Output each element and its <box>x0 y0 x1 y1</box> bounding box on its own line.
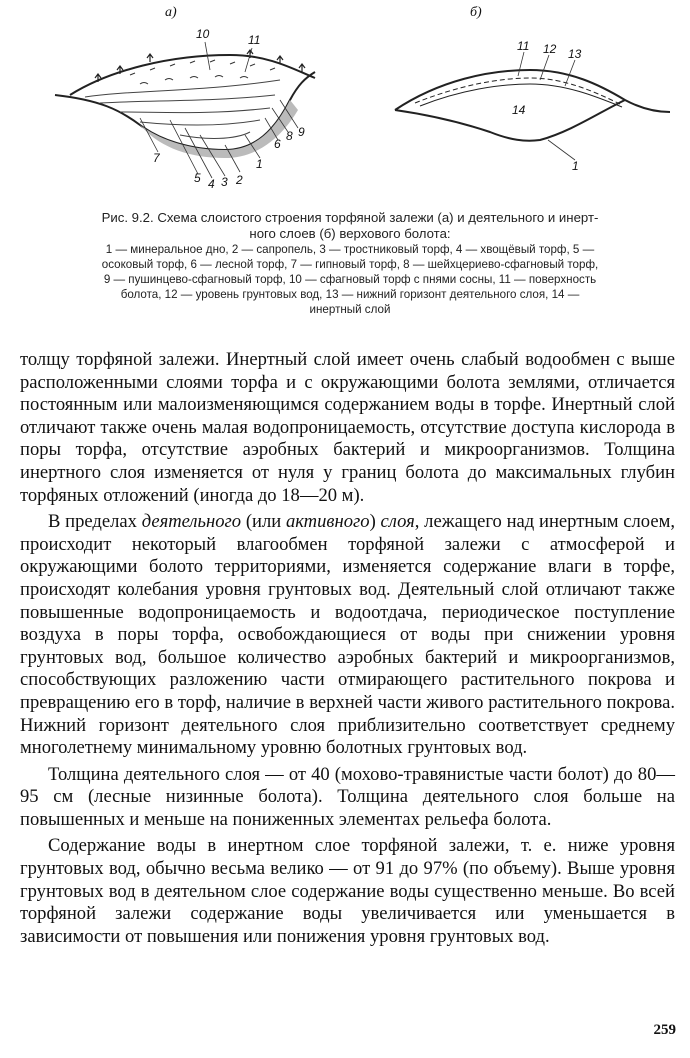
label-b-1: 1 <box>572 159 579 173</box>
caption-legend-line: осоковый торф, 6 — лесной торф, 7 — гипновый торф, 8 — шейхцериево-сфагновый торф, <box>101 258 599 271</box>
paragraph-4: Содержание воды в инертном слое торфяной залежи, т. е. ниже уровня грунтовых вод, обычно весьма велико — от 91 до 97% (по объему). Выше уровня грунтовых вод в деятельном слое содержание воды существенно меньше. Во всей торфяной залежи содержание воды увеличивается или уменьшается в зависимости от повышения или понижения уровня грунтовых вод. <box>20 835 675 947</box>
label-a-8: 8 <box>286 129 293 143</box>
label-b-14: 14 <box>512 103 526 117</box>
label-b-12: 12 <box>543 42 557 56</box>
label-a-4: 4 <box>208 177 215 191</box>
figure-caption <box>30 210 670 317</box>
caption-title-line-2: ного слоев (б) верхового болота: <box>249 226 451 241</box>
term-active: деятельного <box>141 511 242 533</box>
caption-legend-line: инертный слой <box>309 303 391 316</box>
label-a-7: 7 <box>153 151 160 165</box>
panel-a-drawing <box>55 42 315 178</box>
figure <box>40 0 680 200</box>
p2-text: ) <box>369 511 381 533</box>
p2-text: (или <box>241 511 286 533</box>
panel-b-drawing <box>395 52 670 160</box>
label-a-5: 5 <box>194 171 201 185</box>
term-layer: слоя <box>380 511 415 533</box>
p2-text: , лежащего над инертным слоем, происходит некоторый влагообмен торфяной залежи с атмосферой и окружающими болото территориями, изменяется содержание влаги в торфе, происходят колебания уровня грунтовых вод. Деятельный слой отличают также повышенные водопроницаемость и водоотдача, периодическое поступление воздуха в поры торфа, освобождающиеся от воды при снижении уровня грунтовых вод, большое количество аэробных бактерий и микроорганизмов, способствующих разложению части отмирающего растительного покрова и превращению его в торф, наличие в верхней части живого растительного покрова. Нижний горизонт деятельного слоя приблизительно соответствует среднему многолетнему минимальному уровню болотных грунтовых вод. <box>20 511 675 759</box>
label-b-13: 13 <box>568 47 582 61</box>
panel-a-label: а) <box>165 5 177 20</box>
label-a-6: 6 <box>274 137 281 151</box>
peat-deposit-diagram <box>40 0 680 200</box>
panel-b-label: б) <box>470 5 482 20</box>
caption-legend-line: 9 — пушинцево-сфагновый торф, 10 — сфагновый торф с пнями сосны, 11 — поверхность <box>103 273 597 286</box>
caption-legend-line: болота, 12 — уровень грунтовых вод, 13 — нижний горизонт деятельного слоя, 14 — <box>120 288 580 301</box>
label-a-3: 3 <box>221 175 228 189</box>
paragraph-2 <box>20 511 675 760</box>
label-a-9: 9 <box>298 125 305 139</box>
paragraph-1: толщу торфяной залежи. Инертный слой имеет очень слабый водообмен с выше расположенными слоями торфа и с окружающими болота землями, отличается постоянным или малоизменяющимся содержанием воды в торфе. Инертный слой отличают также очень малая водопроницаемость, отсутствие доступа кислорода в поры торфа, отсутствие аэробных бактерий и микроорганизмов. Толщина инертного слоя изменяется от нуля у границ болота до максимальных глубин торфяных отложений (иногда до 18—20 м). <box>20 349 675 506</box>
panel-a-number-labels <box>153 27 305 191</box>
label-a-1: 1 <box>256 157 263 171</box>
body-text <box>20 349 675 948</box>
page-number: 259 <box>653 1022 676 1038</box>
label-a-11: 11 <box>248 33 261 47</box>
paragraph-3: Толщина деятельного слоя — от 40 (мохово-травянистые части болот) до 80—95 см (лесные низинные болота). Толщина деятельного слоя больше на повышенных и меньше на пониженных элементах рельефа болота. <box>20 763 675 830</box>
label-b-11: 11 <box>517 39 530 53</box>
caption-legend-line: 1 — минеральное дно, 2 — сапропель, 3 — тростниковый торф, 4 — хвощёвый торф, 5 — <box>105 243 595 256</box>
p2-text: В пределах <box>48 511 142 533</box>
label-a-10: 10 <box>196 27 210 41</box>
term-active-alt: активного <box>285 511 370 533</box>
label-a-2: 2 <box>236 173 243 187</box>
caption-title-line-1: Рис. 9.2. Схема слоистого строения торфяной залежи (а) и деятельного и инерт- <box>101 210 599 225</box>
